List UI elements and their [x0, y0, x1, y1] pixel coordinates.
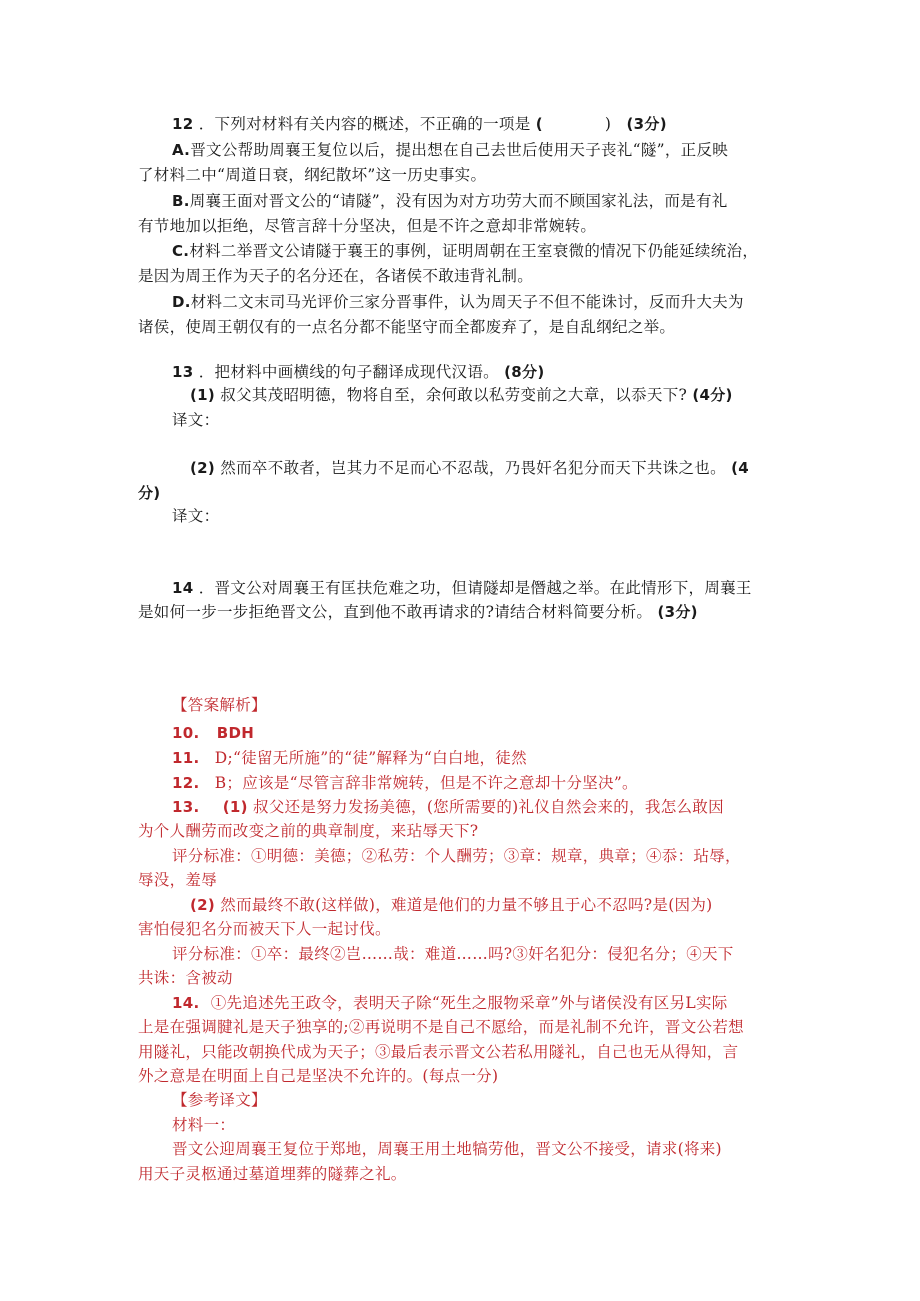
q12-option-b-text: 周襄王面对晋文公的“请隧”，没有因为对方功劳大而不顾国家礼法，而是有礼 [189, 192, 728, 210]
reference-header: 【参考译文】 [172, 1091, 267, 1109]
q14-stem-line2 [138, 601, 698, 623]
q12-option-d-line2: 诸侯，使周王朝仅有的一点名分都不能坚守而全都废弃了，是自乱纲纪之举。 [138, 318, 676, 336]
q13-item1-number: (1) [190, 386, 216, 404]
answer-10-text: BDH [216, 724, 255, 742]
answer-10-number: 10. [172, 724, 200, 742]
q12-option-b-label: B. [172, 192, 190, 210]
answer-11 [172, 747, 527, 769]
reference-line1: 晋文公迎周襄王复位于郑地，周襄王用土地犒劳他，晋文公不接受，请求(将来) [172, 1140, 722, 1158]
q13-item2-score-b: 分) [138, 484, 161, 502]
q12-option-c-line1 [172, 240, 758, 262]
q13-item2-number: (2) [190, 459, 216, 477]
answer-13-2-standard-line1: 评分标准：①卒：最终②岂……哉：难道……吗?③奸名犯分：侵犯名分；④天下 [172, 945, 734, 963]
answer-14-line4: 外之意是在明面上自己是坚决不允许的。(每点一分) [138, 1067, 499, 1085]
q13-score: (8分) [504, 363, 545, 381]
q12-stem [172, 113, 667, 135]
q12-option-a-text: 晋文公帮助周襄王复位以后，提出想在自己去世后使用天子丧礼“隧”，正反映 [190, 141, 729, 159]
answer-11-number: 11. [172, 749, 200, 767]
q12-option-d-line1 [172, 291, 744, 313]
answer-12-text: B；应该是“尽管言辞非常婉转，但是不许之意却十分坚决”。 [214, 774, 638, 792]
q12-option-c-text: 材料二举晋文公请隧于襄王的事例，证明周朝在王室衰微的情况下仍能延续统治， [189, 242, 759, 260]
answers-header: 【答案解析】 [172, 696, 267, 714]
q13-item2-score-a: (4 [731, 459, 750, 477]
q13-item1-score: (4分) [692, 386, 733, 404]
answer-13-1-text: 叔父还是努力发扬美德，(您所需要的)礼仪自然会来的，我怎么敢因 [253, 798, 724, 816]
answer-14-line2: 上是在强调腱礼是天子独享的;②再说明不是自己不愿给，而是礼制不允许，晋文公若想 [138, 1018, 744, 1036]
q13-item2-text: 然而卒不敢者，岂其力不足而心不忍哉，乃畏奸名犯分而天下共诛之也。 [220, 459, 726, 477]
q12-option-a-line2: 了材料二中“周道日衰，纲纪散坏”这一历史事实。 [138, 166, 487, 184]
q12-number: 12 [172, 115, 194, 133]
q14-stem-text: ．晋文公对周襄王有匡扶危难之功，但请隧却是僭越之举。在此情形下，周襄王 [198, 579, 752, 597]
answer-14-line1 [172, 992, 728, 1014]
q14-stem-text2: 是如何一步一步拒绝晋文公，直到他不敢再请求的?请结合材料简要分析。 [138, 603, 653, 621]
q13-item2 [190, 457, 749, 479]
q13-item2-translation-label: 译文： [172, 507, 220, 525]
q13-item1 [190, 384, 733, 406]
reference-material-label: 材料一： [172, 1116, 236, 1134]
q12-paren-open: ( [535, 115, 543, 133]
answer-11-text: D;“徒留无所施”的“徒”解释为“白白地，徒然 [214, 749, 527, 767]
answer-13-2-text: 然而最终不敢(这样做)，难道是他们的力量不够且于心不忍吗?是(因为) [220, 896, 713, 914]
q12-stem-text: ．下列对材料有关内容的概述，不正确的一项是 [198, 115, 531, 133]
answer-13-1-line2: 为个人酬劳而改变之前的典章制度，来玷辱天下? [138, 822, 479, 840]
q13-item1-text: 叔父其茂昭明德，物将自至，余何敢以私劳变前之大章，以忝天下? [220, 386, 688, 404]
answer-13-1-standard-line2: 辱没，羞辱 [138, 871, 218, 889]
q14-stem-line1 [172, 577, 752, 599]
answer-12 [172, 772, 638, 794]
q13-item1-translation-label: 译文： [172, 411, 220, 429]
answer-13-2-number: (2) [190, 896, 216, 914]
answer-13-1-number: (1) [222, 798, 248, 816]
q13-stem [172, 361, 545, 383]
q12-option-b-line2: 有节地加以拒绝，尽管言辞十分坚决，但是不许之意却非常婉转。 [138, 217, 597, 235]
q13-stem-text: ．把材料中画横线的句子翻译成现代汉语。 [198, 363, 499, 381]
q12-option-b-line1 [172, 190, 728, 212]
answer-13-1-standard-line1: 评分标准：①明德：美德；②私劳：个人酬劳；③章：规章，典章；④忝：玷辱， [172, 847, 741, 865]
q12-option-d-text: 材料二文末司马光评价三家分晋事件，认为周天子不但不能诛讨，反而升大夫为 [190, 293, 744, 311]
q12-option-a-label: A. [172, 141, 191, 159]
answer-13-number: 13. [172, 798, 200, 816]
reference-line2: 用天子灵柩通过墓道埋葬的隧葬之礼。 [138, 1165, 407, 1183]
answer-14-text: ①先追述先王政令，表明天子除“死生之服物采章”外与诸侯没有区另L实际 [210, 994, 728, 1012]
q12-option-d-label: D. [172, 293, 191, 311]
answer-13-2-standard-line2: 共诛：含被动 [138, 969, 233, 987]
q12-option-a-line1 [172, 139, 728, 161]
answer-14-line3: 用隧礼，只能改朝换代成为天子；③最后表示晋文公若私用隧礼，自己也无从得知，言 [138, 1043, 739, 1061]
answer-12-number: 12. [172, 774, 200, 792]
q12-paren-close: ) [604, 115, 612, 133]
q13-number: 13 [172, 363, 194, 381]
q12-option-c-line2: 是因为周王作为天子的名分还在，各诸侯不敢违背礼制。 [138, 267, 534, 285]
q12-option-c-label: C. [172, 242, 190, 260]
answer-13-2-line2: 害怕侵犯名分而被天下人一起讨伐。 [138, 920, 391, 938]
q12-score: (3分) [626, 115, 667, 133]
q14-score: (3分) [657, 603, 698, 621]
answer-13-1-line1 [172, 796, 724, 818]
answer-10 [172, 722, 254, 744]
q14-number: 14 [172, 579, 194, 597]
answer-13-2-line1 [190, 894, 713, 916]
answer-14-number: 14. [172, 994, 200, 1012]
